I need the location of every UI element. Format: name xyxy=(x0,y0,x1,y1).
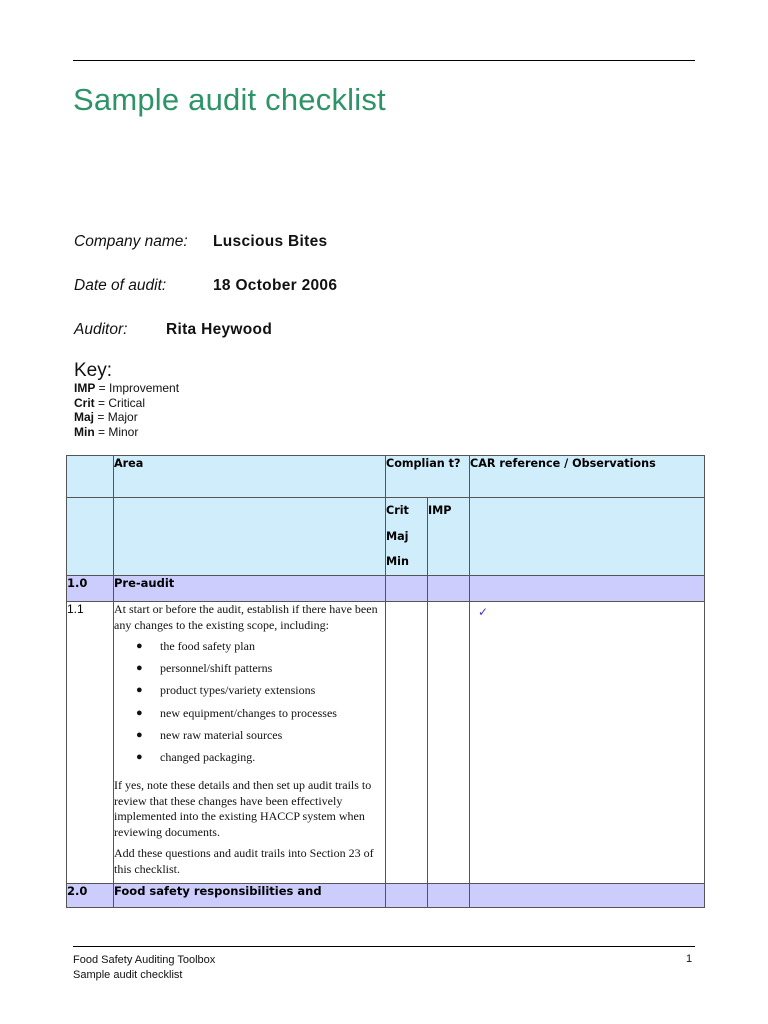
key-meaning: = Critical xyxy=(94,395,146,410)
list-item-text: personnel/shift patterns xyxy=(160,661,273,676)
header-num-cell xyxy=(67,456,114,498)
footer-rule xyxy=(73,946,695,947)
list-item-text: new equipment/changes to processes xyxy=(160,705,337,720)
key-abbr: IMP xyxy=(74,381,96,395)
key-meaning: = Improvement xyxy=(95,381,180,395)
auditor-label: Auditor: xyxy=(74,321,128,338)
page-title: Sample audit checklist xyxy=(73,82,386,117)
key-list xyxy=(74,381,179,440)
list-item xyxy=(114,683,385,705)
bullet-icon: ● xyxy=(136,662,143,675)
list-item xyxy=(114,750,385,772)
header-imp: IMP xyxy=(428,498,470,576)
section-imp-cell xyxy=(428,884,470,908)
row-number: 1.1 xyxy=(67,602,114,884)
list-item-text: new raw material sources xyxy=(160,727,283,742)
header-area: Area xyxy=(114,456,386,498)
section-number: 2.0 xyxy=(67,884,114,908)
section-car-cell xyxy=(470,576,705,602)
list-item-text: the food safety plan xyxy=(160,639,255,653)
row-car-cell xyxy=(470,602,705,884)
list-item xyxy=(114,639,385,661)
key-heading: Key: xyxy=(74,360,113,381)
key-meaning: = Minor xyxy=(94,425,139,440)
section-number: 1.0 xyxy=(67,576,114,602)
bullet-icon: ● xyxy=(136,750,143,763)
header-maj: Maj xyxy=(386,529,409,543)
section-row xyxy=(67,576,705,602)
table-subheader-row xyxy=(67,498,705,576)
key-abbr: Crit xyxy=(74,395,95,410)
date-of-audit-value: 18 October 2006 xyxy=(213,277,338,294)
row-paragraph: Add these questions and audit trails into Section 23 of this checklist. xyxy=(114,846,374,876)
key-item-imp xyxy=(74,381,179,396)
header-crit: Crit xyxy=(386,504,409,517)
section-imp-cell xyxy=(428,576,470,602)
key-item-min xyxy=(74,425,179,440)
footer-line-1: Food Safety Auditing Toolbox xyxy=(73,954,216,966)
auditor-value: Rita Heywood xyxy=(166,321,273,338)
audit-checklist-table xyxy=(66,455,705,908)
row-imp-cell xyxy=(428,602,470,884)
header-compliant: Complian t? xyxy=(386,456,470,498)
key-abbr: Maj xyxy=(74,410,95,425)
company-name-value: Luscious Bites xyxy=(213,233,328,250)
section-title: Pre-audit xyxy=(114,576,386,602)
row-area-text xyxy=(114,602,386,884)
list-item-text: changed packaging. xyxy=(160,749,256,764)
header-car-observations: CAR reference / Observations xyxy=(470,456,705,498)
section-car-cell xyxy=(470,884,705,908)
company-name-label: Company name: xyxy=(74,233,188,250)
footer-text xyxy=(73,953,215,982)
bullet-icon: ● xyxy=(136,640,143,652)
table-header-row xyxy=(67,456,705,498)
subheader-num-cell xyxy=(67,498,114,576)
list-item xyxy=(114,706,385,728)
header-min: Min xyxy=(386,555,409,568)
row-paragraph: If yes, note these details and then set up audit trails to review that these changes have been effectively implemented into the existing HACCP system when reviewing documents. xyxy=(114,778,372,839)
section-title: Food safety responsibilities and xyxy=(114,884,386,908)
key-item-crit xyxy=(74,396,179,411)
bullet-icon: ● xyxy=(136,706,143,719)
subheader-area-cell xyxy=(114,498,386,576)
top-rule xyxy=(73,60,695,61)
list-item-text: product types/variety extensions xyxy=(160,683,316,698)
date-of-audit-label: Date of audit: xyxy=(74,277,167,294)
bullet-icon: ● xyxy=(136,728,143,741)
subheader-car-cell xyxy=(470,498,705,576)
row-intro: At start or before the audit, establish if there have been any changes to the existing scope, including: xyxy=(114,602,378,632)
bullet-icon: ● xyxy=(136,684,143,697)
row-crit-cell xyxy=(386,602,428,884)
key-abbr: Min xyxy=(74,425,95,440)
bullet-list xyxy=(114,639,385,772)
page-number: 1 xyxy=(686,953,693,965)
key-item-maj xyxy=(74,410,179,425)
table-row xyxy=(67,602,705,884)
footer-line-2: Sample audit checklist xyxy=(73,968,183,981)
severity-column xyxy=(386,498,428,576)
list-item xyxy=(114,728,385,750)
check-icon: ✓ xyxy=(478,605,489,619)
list-item xyxy=(114,661,385,683)
key-meaning: = Major xyxy=(94,410,138,425)
section-row xyxy=(67,884,705,908)
section-crit-cell xyxy=(386,884,428,908)
section-crit-cell xyxy=(386,576,428,602)
